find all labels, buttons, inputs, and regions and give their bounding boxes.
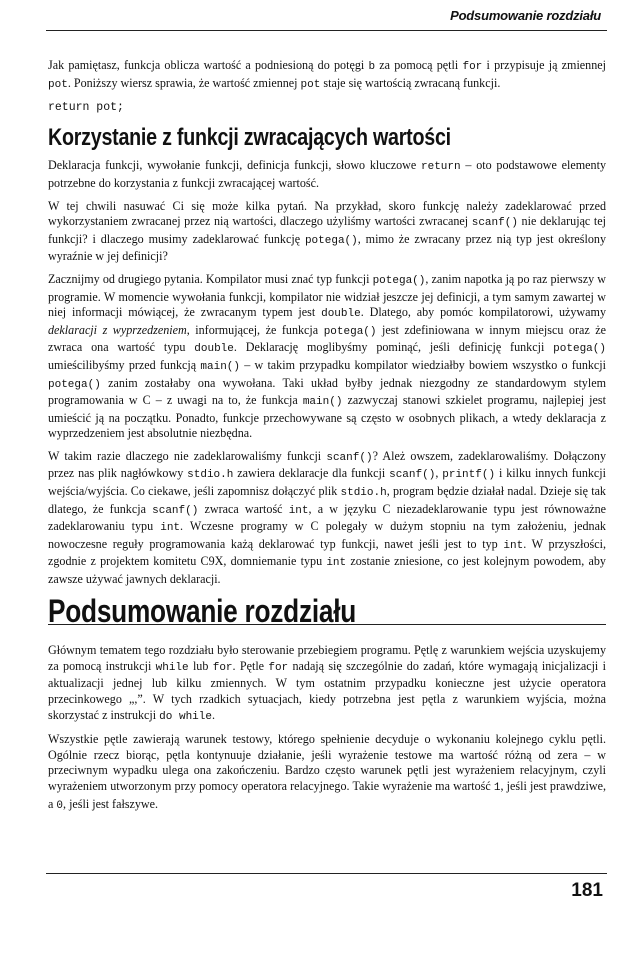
paragraph: W tej chwili nasuwać Ci się może kilka pytań. Na przykład, skoro funkcję należy zadeklarować przed wykorzystaniem zwracanej przez nią wartości, dlaczego użyliśmy wartości zwracanej scanf() nie deklarując tej funkcji? i dlaczego musimy zadeklarować funkcję potega(), mimo że zwracany przez nią typ jest określony wyraźnie w jej definicji? bbox=[48, 198, 607, 264]
paragraph: W takim razie dlaczego nie zadeklarowaliśmy funkcji scanf()? Ależ owszem, zadeklarowaliśmy. Dołączony przez nas plik nagłówkowy stdio.h zawiera deklaracje dla funkcji scanf(), printf() i kilku innych funkcji wejścia/wyjścia. Co ciekawe, jeśli zapomnisz dołączyć plik stdio.h, program będzie działał nadal. Dzieje się tak dlatego, że funkcja scanf() zwraca wartość int, a w języku C niezadeklarowanie typu jest równoważne zadeklarowaniu typu int. Wczesne programy w C polegały w dużym stopniu na tym założeniu, jednak nowoczesne reguły programowania każą deklarować typ funkcji, nawet jeśli jest to typ int. W przyszłości, zgodnie z projektem komitetu C9X, domniemanie typu int zostanie zniesione, co jest kolejnym powodem, aby zawsze używać jawnych deklaracji. bbox=[48, 448, 607, 587]
header-rule bbox=[46, 30, 607, 31]
code-snippet: return pot; bbox=[48, 101, 124, 115]
page-body bbox=[48, 58, 606, 821]
paragraph: Głównym tematem tego rozdziału było sterowanie przebiegiem programu. Pętlę z warunkiem wejścia uzyskujemy za pomocą instrukcji while lub for. Pętle for nadają się szczególnie do zadań, które wymagają inicjalizacji i aktualizacji jednej lub kilku zmiennych. W tym ostatnim przypadku konieczne jest użycie operatora przecinkowego „,”. W tych rzadkich sytuacjach, kiedy potrzebna jest pętla z warunkiem wyjścia, można skorzystać z instrukcji do while. bbox=[48, 643, 606, 723]
running-header: Podsumowanie rozdziału bbox=[450, 8, 601, 23]
section-heading-chapter-summary: Podsumowanie rozdziału bbox=[48, 592, 357, 629]
paragraph: Wszystkie pętle zawierają warunek testowy, którego spełnienie decyduje o wykonaniu kolejnego cyklu pętli. Ogólnie rzecz biorąc, pętla kontynuuje działanie, jeśli wyrażenie testowe ma wartość różną od zera – w przeciwnym wypadku ulega ona zakończeniu. Bardzo często warunek pętli jest wyrażeniem relacyjnym, czyli wyrażeniem utworzonym przy pomocy operatora relacyjnego. Takie wyrażenie ma wartość 1, jeśli jest prawdziwe, a 0, jeśli jest fałszywe. bbox=[48, 732, 606, 812]
paragraph: Zacznijmy od drugiego pytania. Kompilator musi znać typ funkcji potega(), zanim napotka ją po raz pierwszy w programie. W momencie wywołania funkcji, kompilator nie widział jeszcze jej definicji, a tym samym zawartej w niej informacji mówiącej, że zwracanym typem jest double. Dlatego, aby pomóc kompilatorowi, używamy deklaracji z wyprzedzeniem, informującej, że funkcja potega() jest zdefiniowana w innym miejscu oraz że zwraca ona wartość typu double. Deklarację moglibyśmy pominąć, jeśli definicję funkcji potega() umieścilibyśmy przed funkcją main() – w takim przypadku kompilator wiedziałby bowiem wszystko o funkcji potega() zanim zostałaby ona wywołana. Taki układ byłby jednak niezgodny ze standardowym stylem programowania w C – z uwagi na to, że funkcja main() zazwyczaj stanowi szkielet programu, najlepiej jest umieścić ją na początku. Ponadto, funkcje przechowywane są często w osobnych plikach, a wtedy deklaracja z wyprzedzeniem jest absolutnie niezbędna. bbox=[48, 271, 607, 441]
paragraph: Deklaracja funkcji, wywołanie funkcji, definicja funkcji, słowo kluczowe return – oto podstawowe elementy potrzebne do korzystania z funkcji zwracającej wartość. bbox=[48, 158, 606, 190]
section-heading-return-functions: Korzystanie z funkcji zwracających wartości bbox=[48, 123, 451, 151]
footer-rule bbox=[46, 873, 607, 874]
intro-paragraph: Jak pamiętasz, funkcja oblicza wartość a podniesioną do potęgi b za pomocą pętli for i przypisuje ją zmiennej pot. Poniższy wiersz sprawia, że wartość zmiennej pot staje się wartością zwracaną funkcji. bbox=[48, 58, 606, 91]
page-number: 181 bbox=[571, 880, 603, 901]
